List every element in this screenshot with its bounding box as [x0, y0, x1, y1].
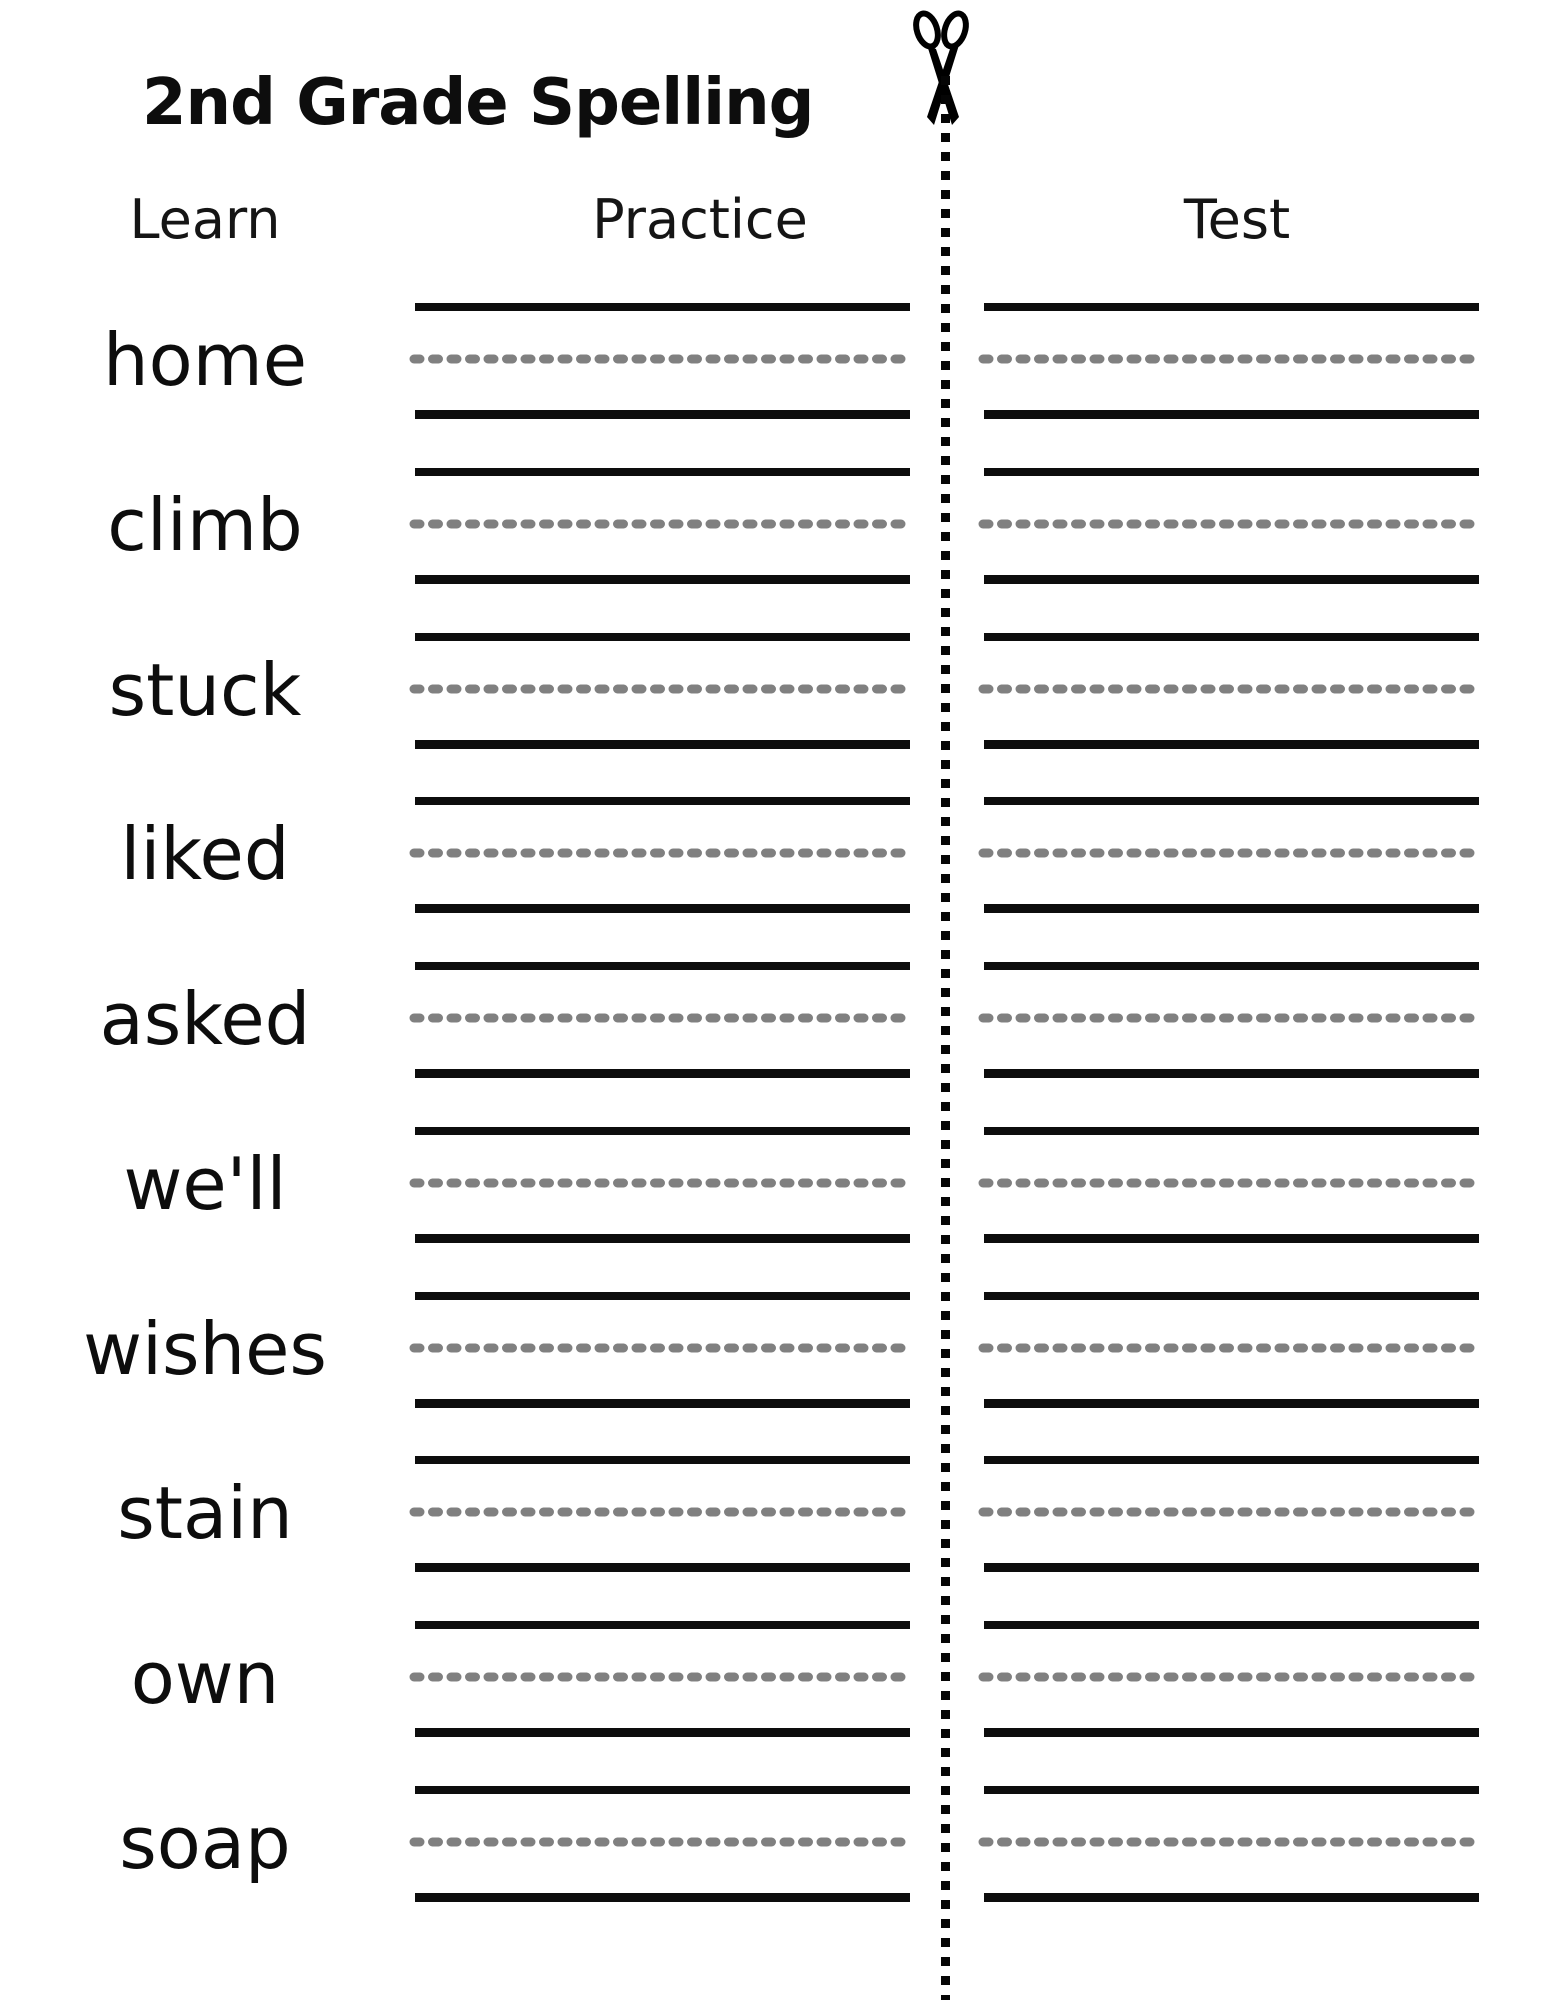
writing-line-middle-dashed — [408, 1177, 910, 1189]
writing-line-bottom — [415, 1234, 910, 1243]
writing-line-top — [415, 797, 910, 805]
word-row — [0, 633, 1545, 798]
word-label: we'll — [123, 1142, 287, 1226]
writing-line-bottom — [984, 1563, 1479, 1572]
practice-writing-lines — [408, 962, 910, 1087]
test-writing-lines — [977, 1621, 1479, 1746]
word-row — [0, 1621, 1545, 1786]
word-row — [0, 1292, 1545, 1457]
writing-line-top — [984, 1621, 1479, 1629]
writing-line-bottom — [984, 740, 1479, 749]
writing-line-top — [415, 962, 910, 970]
practice-writing-lines — [408, 1127, 910, 1252]
practice-writing-lines — [408, 303, 910, 428]
column-header-learn: Learn — [129, 188, 281, 251]
word-row — [0, 797, 1545, 962]
writing-line-top — [415, 468, 910, 476]
writing-line-bottom — [415, 1728, 910, 1737]
writing-line-middle-dashed — [408, 1342, 910, 1354]
practice-writing-lines — [408, 1292, 910, 1417]
writing-line-top — [984, 962, 1479, 970]
writing-line-top — [984, 1292, 1479, 1300]
writing-line-middle-dashed — [977, 1342, 1479, 1354]
writing-line-top — [984, 1786, 1479, 1794]
writing-line-top — [415, 1456, 910, 1464]
writing-line-middle-dashed — [408, 1671, 910, 1683]
writing-line-bottom — [415, 1563, 910, 1572]
practice-writing-lines — [408, 633, 910, 758]
word-row — [0, 468, 1545, 633]
writing-line-bottom — [415, 575, 910, 584]
word-label: home — [102, 318, 308, 402]
word-label: liked — [120, 812, 290, 896]
writing-line-bottom — [415, 1893, 910, 1902]
test-writing-lines — [977, 633, 1479, 758]
writing-line-top — [984, 1456, 1479, 1464]
writing-line-middle-dashed — [977, 1177, 1479, 1189]
test-writing-lines — [977, 1127, 1479, 1252]
word-row — [0, 962, 1545, 1127]
writing-line-bottom — [984, 1893, 1479, 1902]
writing-line-middle-dashed — [408, 683, 910, 695]
writing-line-bottom — [984, 410, 1479, 419]
test-writing-lines — [977, 1456, 1479, 1581]
practice-writing-lines — [408, 1786, 910, 1911]
writing-line-top — [984, 468, 1479, 476]
writing-line-middle-dashed — [977, 1836, 1479, 1848]
writing-line-middle-dashed — [408, 847, 910, 859]
writing-line-middle-dashed — [977, 683, 1479, 695]
writing-line-top — [984, 797, 1479, 805]
word-row — [0, 1786, 1545, 1951]
word-row — [0, 303, 1545, 468]
writing-line-top — [415, 1292, 910, 1300]
writing-line-top — [415, 1127, 910, 1135]
test-writing-lines — [977, 303, 1479, 428]
writing-line-middle-dashed — [977, 1671, 1479, 1683]
writing-line-top — [984, 633, 1479, 641]
writing-line-middle-dashed — [408, 1836, 910, 1848]
writing-line-middle-dashed — [408, 518, 910, 530]
word-label: stuck — [108, 648, 302, 732]
writing-line-middle-dashed — [977, 1012, 1479, 1024]
test-writing-lines — [977, 1292, 1479, 1417]
test-writing-lines — [977, 1786, 1479, 1911]
word-label: climb — [107, 483, 303, 567]
writing-line-middle-dashed — [977, 1506, 1479, 1518]
word-label: stain — [117, 1471, 293, 1555]
writing-line-middle-dashed — [977, 353, 1479, 365]
writing-line-top — [984, 1127, 1479, 1135]
column-header-practice: Practice — [592, 188, 808, 251]
writing-line-middle-dashed — [977, 518, 1479, 530]
test-writing-lines — [977, 962, 1479, 1087]
writing-line-top — [415, 1621, 910, 1629]
writing-line-top — [415, 303, 910, 311]
writing-line-bottom — [415, 904, 910, 913]
writing-line-bottom — [984, 1399, 1479, 1408]
writing-line-middle-dashed — [408, 353, 910, 365]
practice-writing-lines — [408, 1456, 910, 1581]
writing-line-top — [415, 633, 910, 641]
page-title: 2nd Grade Spelling — [142, 66, 814, 140]
writing-line-bottom — [984, 1234, 1479, 1243]
word-label: soap — [119, 1801, 291, 1885]
test-writing-lines — [977, 797, 1479, 922]
word-label: own — [130, 1636, 280, 1720]
writing-line-bottom — [415, 1399, 910, 1408]
writing-line-bottom — [984, 904, 1479, 913]
writing-line-bottom — [984, 1728, 1479, 1737]
practice-writing-lines — [408, 797, 910, 922]
practice-writing-lines — [408, 468, 910, 593]
writing-line-middle-dashed — [408, 1506, 910, 1518]
writing-line-bottom — [415, 1069, 910, 1078]
writing-line-bottom — [984, 1069, 1479, 1078]
writing-line-top — [415, 1786, 910, 1794]
word-label: wishes — [83, 1307, 327, 1391]
writing-line-middle-dashed — [408, 1012, 910, 1024]
word-row — [0, 1456, 1545, 1621]
writing-line-bottom — [984, 575, 1479, 584]
writing-line-bottom — [415, 740, 910, 749]
writing-line-bottom — [415, 410, 910, 419]
writing-line-middle-dashed — [977, 847, 1479, 859]
test-writing-lines — [977, 468, 1479, 593]
word-label: asked — [99, 977, 311, 1061]
practice-writing-lines — [408, 1621, 910, 1746]
writing-line-top — [984, 303, 1479, 311]
word-row — [0, 1127, 1545, 1292]
column-header-test: Test — [1183, 188, 1291, 251]
